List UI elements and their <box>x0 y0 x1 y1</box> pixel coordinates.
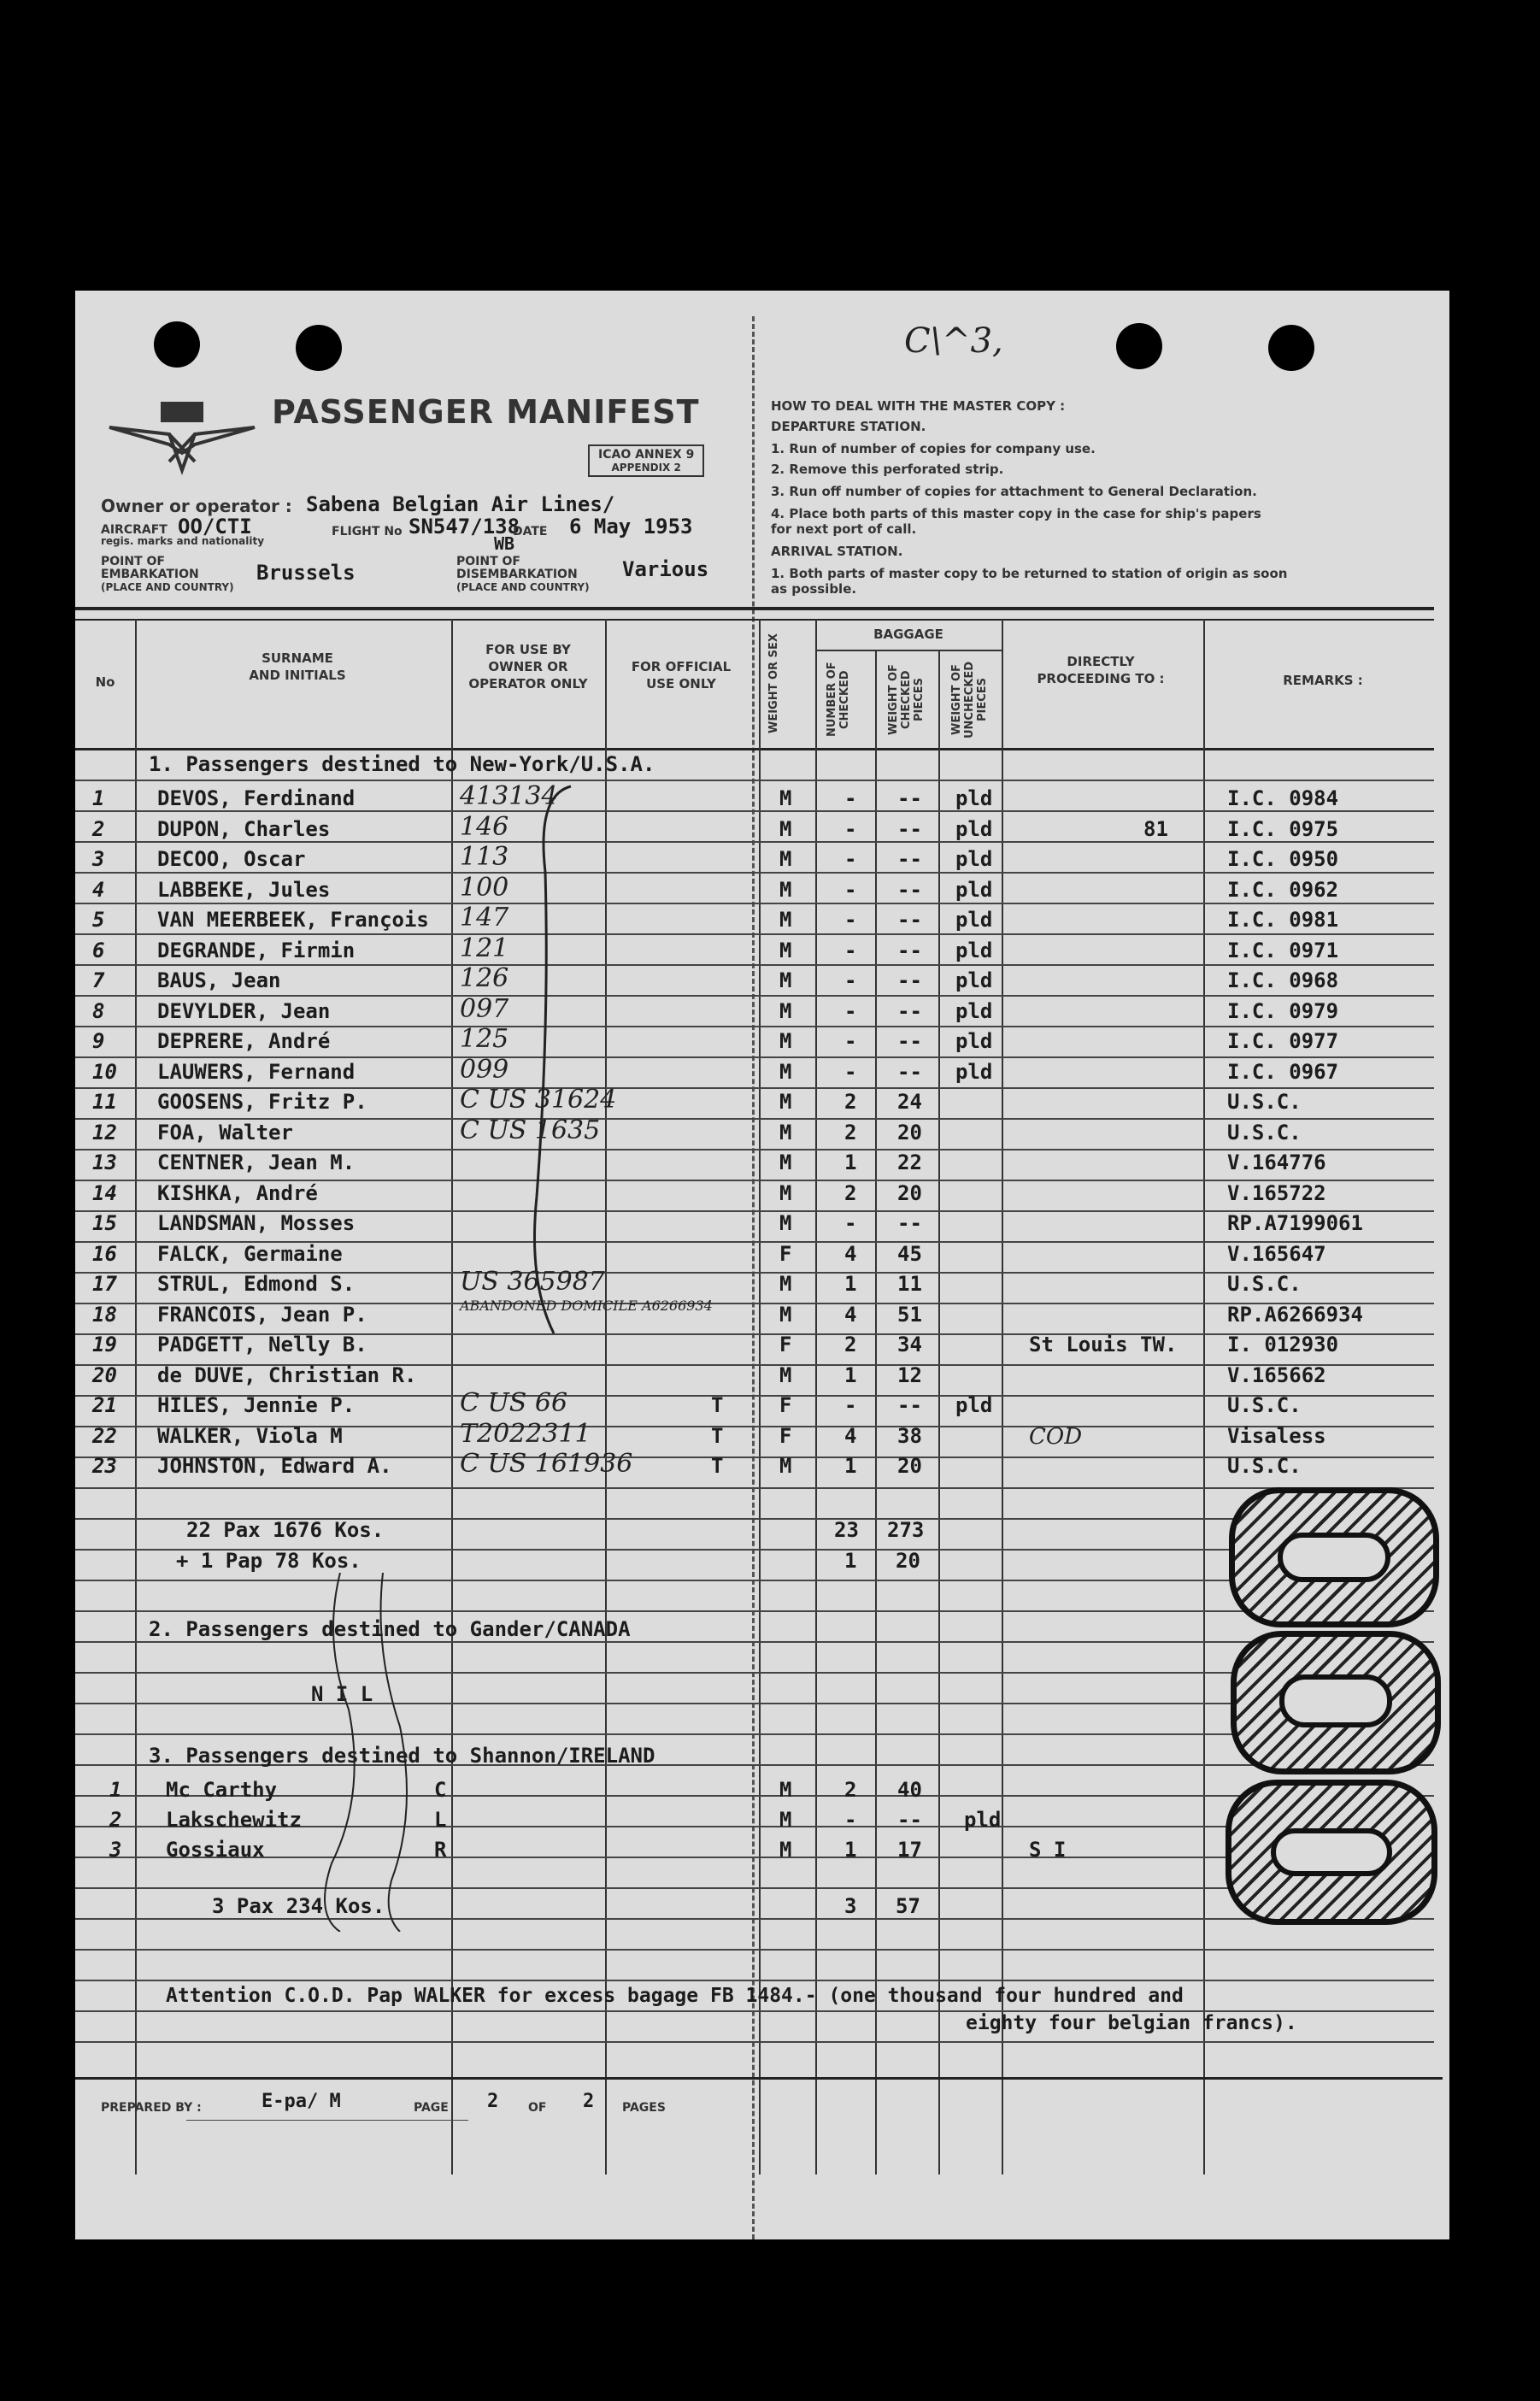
cod-stamp-c <box>1229 1487 1439 1627</box>
destination: S I <box>1029 1838 1067 1862</box>
passenger-name: FOA, Walter <box>157 1120 293 1145</box>
col-remarks: REMARKS : <box>1283 673 1363 688</box>
sex: M <box>779 1150 792 1174</box>
remarks: U.S.C. <box>1227 1272 1302 1296</box>
handwritten-bracket <box>503 769 605 1368</box>
baggage-count: 2 <box>844 1778 857 1802</box>
owner-use-entry: 100 <box>460 872 509 903</box>
embark-value: Brussels <box>256 561 356 585</box>
row-number: 4 <box>92 877 105 902</box>
row-rule <box>75 1487 1434 1489</box>
remarks: I.C. 0977 <box>1227 1029 1339 1053</box>
owner-use-entry: C US 161936 <box>460 1449 633 1479</box>
passenger-name: JOHNSTON, Edward A. <box>157 1454 392 1478</box>
sex: M <box>779 786 792 810</box>
passenger-name: DEGRANDE, Firmin <box>157 938 356 962</box>
remarks: RP.A7199061 <box>1227 1211 1363 1235</box>
col-directly: DIRECTLY PROCEEDING TO : <box>1037 654 1165 686</box>
baggage-weight: -- <box>897 786 922 810</box>
table-row <box>75 781 1449 815</box>
col-number-checked: NUMBER OF CHECKED <box>826 662 851 738</box>
row-number: 18 <box>92 1302 117 1327</box>
baggage-count: - <box>844 998 857 1023</box>
table-row <box>75 1209 1449 1240</box>
sex: F <box>779 1241 792 1266</box>
owner-use-entry: T2022311 <box>460 1418 591 1449</box>
passenger-name: BAUS, Jean <box>157 968 281 992</box>
remarks: I.C. 0981 <box>1227 908 1339 932</box>
passenger-name: GOOSENS, Fritz P. <box>157 1090 367 1114</box>
row-number: 2 <box>92 816 105 841</box>
sex: M <box>779 1059 792 1084</box>
baggage-count: 1 <box>844 1838 857 1862</box>
row-number: 2 <box>109 1808 122 1832</box>
remarks: U.S.C. <box>1227 1454 1302 1478</box>
col-no: No <box>95 674 115 690</box>
date-value: 6 May 1953 <box>569 515 693 538</box>
disembark-label: POINT OF DISEMBARKATION <box>456 555 578 581</box>
baggage-count: 4 <box>844 1302 857 1327</box>
baggage-weight: -- <box>897 908 922 932</box>
baggage-count: 1 <box>844 1362 857 1387</box>
remarks: I.C. 0950 <box>1227 847 1339 871</box>
passenger-name: LANDSMAN, Mosses <box>157 1211 356 1235</box>
sex: F <box>779 1393 792 1417</box>
passenger-name: LABBEKE, Jules <box>157 877 331 902</box>
passenger-name: DEPRERE, André <box>157 1029 331 1053</box>
flight-label: FLIGHT No <box>332 525 403 538</box>
baggage-weight: 20 <box>897 1180 922 1205</box>
baggage-weight: -- <box>897 1029 922 1053</box>
row-number: 12 <box>92 1120 117 1145</box>
baggage-count: 1 <box>844 1150 857 1174</box>
row-number: 23 <box>92 1454 117 1478</box>
remarks: V.165647 <box>1227 1241 1326 1266</box>
row-number: 7 <box>92 968 105 992</box>
unchecked-weight: pld <box>955 908 993 932</box>
owner-use-entry: C US 31624 <box>460 1085 617 1115</box>
col-weight-checked: WEIGHT OF CHECKED PIECES <box>887 664 926 735</box>
passenger-name: WALKER, Viola M <box>157 1423 343 1448</box>
baggage-count: - <box>844 877 857 902</box>
baggage-count: 2 <box>844 1333 857 1356</box>
table-row <box>75 1449 1449 1483</box>
sex: M <box>779 1090 792 1114</box>
baggage-weight: -- <box>897 1808 922 1832</box>
passenger-initial: L <box>434 1808 447 1832</box>
row-rule <box>75 1980 1434 1981</box>
unchecked-weight: pld <box>955 786 993 810</box>
passenger-name: HILES, Jennie P. <box>157 1393 356 1417</box>
sex: M <box>779 1302 792 1327</box>
row-number: 1 <box>109 1778 122 1802</box>
table-row <box>75 993 1449 1028</box>
baggage-weight: -- <box>897 877 922 902</box>
totals-1-line2: + 1 Pap 78 Kos. <box>176 1549 361 1573</box>
destination: St Louis TW. <box>1029 1333 1178 1356</box>
row-number: 13 <box>92 1150 117 1174</box>
row-number: 16 <box>92 1241 117 1266</box>
remarks: I.C. 0968 <box>1227 968 1339 992</box>
sex: M <box>779 908 792 932</box>
unchecked-weight: pld <box>964 1808 1002 1832</box>
unchecked-weight: pld <box>955 938 993 962</box>
passenger-name: Lakschewitz <box>166 1808 302 1832</box>
unchecked-weight: pld <box>955 1029 993 1053</box>
passenger-name: STRUL, Edmond S. <box>157 1272 356 1296</box>
baggage-weight: 34 <box>897 1333 922 1356</box>
sex: F <box>779 1423 792 1448</box>
punch-hole <box>1268 325 1314 371</box>
baggage-count: 4 <box>844 1241 857 1266</box>
flight-value: SN547/138 <box>409 515 520 538</box>
baggage-weight: 17 <box>897 1838 922 1862</box>
table-row <box>75 1362 1449 1392</box>
baggage-count: 4 <box>844 1423 857 1448</box>
page-number: 2 <box>487 2091 499 2112</box>
baggage-count: - <box>844 1393 857 1417</box>
remarks: V.165662 <box>1227 1362 1326 1387</box>
sex: M <box>779 877 792 902</box>
unchecked-weight: pld <box>955 998 993 1023</box>
punch-hole <box>296 325 342 371</box>
owner-use-entry: 113 <box>460 842 509 872</box>
owner-use-entry: 413134 <box>460 781 558 811</box>
col-weight-unchecked: WEIGHT OF UNCHECKED PIECES <box>950 661 989 739</box>
row-number: 11 <box>92 1090 117 1114</box>
passenger-name: LAUWERS, Fernand <box>157 1059 356 1084</box>
passenger-name: CENTNER, Jean M. <box>157 1150 356 1174</box>
destination: COD <box>1029 1423 1083 1450</box>
sex: M <box>779 998 792 1023</box>
sex: M <box>779 1808 792 1832</box>
row-number: 22 <box>92 1423 117 1448</box>
aircraft-label: AIRCRAFT <box>101 523 168 537</box>
unchecked-weight: pld <box>955 968 993 992</box>
cod-stamp-o <box>1231 1631 1441 1774</box>
row-number: 15 <box>92 1211 117 1235</box>
owner-use-entry: 147 <box>460 903 509 933</box>
row-number: 20 <box>92 1362 117 1387</box>
punch-hole <box>154 321 200 368</box>
owner-label: Owner or operator : <box>101 496 292 516</box>
col-baggage: BAGGAGE <box>873 627 943 642</box>
baggage-weight: 24 <box>897 1090 922 1114</box>
table-row <box>75 1418 1449 1453</box>
baggage-weight: -- <box>897 1059 922 1084</box>
passenger-name: KISHKA, André <box>157 1180 318 1205</box>
row-number: 17 <box>92 1272 117 1296</box>
passenger-name: FALCK, Germaine <box>157 1241 343 1266</box>
baggage-weight: -- <box>897 938 922 962</box>
baggage-weight: 40 <box>897 1778 922 1802</box>
tag-mark: T <box>711 1454 724 1478</box>
row-number: 1 <box>92 786 105 810</box>
passenger-name: DECOO, Oscar <box>157 847 306 871</box>
row-number: 5 <box>92 908 105 932</box>
sex: M <box>779 1362 792 1387</box>
nil-text: N I L <box>311 1682 373 1706</box>
passenger-name: Mc Carthy <box>166 1778 278 1802</box>
remarks: RP.A6266934 <box>1227 1302 1363 1327</box>
attention-line-2: eighty four belgian francs). <box>966 2012 1297 2034</box>
baggage-count: - <box>844 1059 857 1084</box>
row-number: 3 <box>92 847 105 871</box>
baggage-weight: 38 <box>897 1423 922 1448</box>
totals-3: 3 Pax 234 Kos. <box>212 1894 385 1918</box>
row-number: 10 <box>92 1059 117 1084</box>
row-number: 9 <box>92 1029 105 1053</box>
table-row <box>75 1115 1449 1150</box>
passenger-name: DEVOS, Ferdinand <box>157 786 356 810</box>
baggage-count: - <box>844 1211 857 1235</box>
baggage-weight: 22 <box>897 1150 922 1174</box>
owner-use-entry: ABANDONED DOMICILE A6266934 <box>460 1297 713 1314</box>
remarks: V.164776 <box>1227 1150 1326 1174</box>
page-title: PASSENGER MANIFEST <box>272 393 700 431</box>
passenger-name: Gossiaux <box>166 1838 265 1862</box>
remarks: V.165722 <box>1227 1180 1326 1205</box>
remarks: Visaless <box>1227 1423 1326 1448</box>
instructions-title: HOW TO DEAL WITH THE MASTER COPY : <box>771 398 1066 414</box>
remarks: I.C. 0971 <box>1227 938 1339 962</box>
unchecked-weight: pld <box>955 847 993 871</box>
section-2-title: 2. Passengers destined to Gander/CANADA <box>149 1617 631 1641</box>
table-row <box>75 842 1449 876</box>
col-owner-use: FOR USE BY OWNER OR OPERATOR ONLY <box>468 642 588 691</box>
owner-use-entry: 097 <box>460 993 509 1024</box>
passenger-initial: R <box>434 1838 447 1862</box>
sex: M <box>779 1778 792 1802</box>
icao-box: ICAO ANNEX 9 APPENDIX 2 <box>588 444 704 477</box>
remarks: U.S.C. <box>1227 1120 1302 1145</box>
sex: M <box>779 1838 792 1862</box>
baggage-count: - <box>844 1029 857 1053</box>
table-row <box>75 1054 1449 1089</box>
col-official-use: FOR OFFICIAL USE ONLY <box>631 659 732 691</box>
row-rule <box>75 1949 1434 1951</box>
owner-use-entry: US 365987 <box>460 1267 605 1297</box>
aircraft-value: OO/CTI <box>178 515 252 538</box>
owner-use-entry: 099 <box>460 1054 509 1085</box>
baggage-weight: 11 <box>897 1272 922 1296</box>
table-row <box>75 1149 1449 1180</box>
destination: 81 <box>1143 816 1168 841</box>
passenger-name: VAN MEERBEEK, François <box>157 908 429 932</box>
remarks: I. 012930 <box>1227 1333 1339 1356</box>
table-row <box>75 1180 1449 1210</box>
row-rule <box>75 780 1434 781</box>
table-row <box>75 1331 1449 1362</box>
baggage-count: 2 <box>844 1120 857 1145</box>
unchecked-weight: pld <box>955 877 993 902</box>
baggage-weight: -- <box>897 1211 922 1235</box>
baggage-weight: 20 <box>897 1120 922 1145</box>
owner-use-entry: 146 <box>460 811 509 842</box>
row-rule <box>75 2041 1434 2043</box>
unchecked-weight: pld <box>955 816 993 841</box>
remarks: I.C. 0967 <box>1227 1059 1339 1084</box>
manifest-sheet: C\^3, PASSENGER MANIFEST ICAO ANNEX 9 APPENDIX 2 Owner or operator : Sabena Belgian Air Lines/ AIRCRAFT regis. marks and nationality OO/CTI FLIGHT No SN547/138 WB DATE 6 May 1953 POINT OF EMBARKATION (PLACE AND COUNTRY) Brussels POINT OF DISEMBARKATION (PLACE AND COUNTRY) Various HOW TO DEAL WITH THE MASTER COPY : DEPARTURE STATION. 1. Run of number of copies for company use. 2. Remove this perforated strip. 3. Run off number of copies for attachment to General Declaration. 4. Place both parts of this master copy in the case for ship's papers for next port of call. ARRIVAL STATION. 1. Both parts of master copy to be returned to station of origin as soon as possible. No SURNAME AND INITIALS FOR USE BY OWNER OR OPERATOR ONLY FOR OFFICIAL USE ONLY WEIGHT OR SEX BAGGAGE NUMBER OF CHECKED WEIGHT OF CHECKED PIECES WEIGHT OF UNCHECKED PIECES DIRECTLY PROCEEDING TO : REMARKS : 1 DEVOS, Ferdinand 413134 M - -- pld I.C. 0984 2 DUPON, Charles 146 M - -- pld 81 I.C. 0975 3 DECOO, Oscar 113 M - -- pld I.C. 0950 4 LABBEKE, Jules 100 M - -- pld I.C. 0962 5 VAN MEERBEEK, François 147 M - -- pld I.C. 0981 6 DEGRANDE, Firmin 121 M - -- pld I.C. 0971 7 BAUS, Jean 126 M - -- pld I.C. 0968 8 DEVYLDER, Jean 097 M - -- pld I.C. 0979 9 DEPRERE, André 125 M - -- pld I.C. 0977 10 LAUWERS, Fernand 099 M - -- pld I.C. 0967 11 GOOSENS, Fritz P. C US 31624 M 2 24 U.S.C. 12 FOA, Walter C US 1635 M 2 20 U.S.C. 13 CENTNER, Jean M. M 1 22 V.164776 14 KISHKA, André M 2 20 V.165722 15 LANDSMAN, Mosses M - -- RP.A7199061 16 FALCK, Germaine F 4 45 V.165647 17 STRUL, Edmond S. US 365987 M 1 11 U.S.C. 18 FRANCOIS, Jean P. ABANDONED DOMICILE A6266934 M 4 51 RP.A6266934 19 PADGETT, Nelly B. F 2 34 St Louis TW. I. 012930 20 de DUVE, Christian R. M 1 12 V.165662 21 HILES, Jennie P. C US 66 T F - -- pld U.S.C. 22 WALKER, Viola M T2022311 T F 4 38 COD Visaless 23 JOHNSTON, Edward A. C US 161936 T M 1 20 U.S.C. 1. Passengers destined to New-York/U.S.A. 22 Pax 1676 Kos. 23 273 + 1 Pap 78 Kos. 1 20 2. Passengers destined to Gander/CANADA N I L 3. Passengers destined to Shannon/IRELAND 1 Mc Carthy C M 2 40 2 Lakschewitz L M - -- pld 3 Gossiaux R M 1 17 S I 3 Pax 234 Kos. 3 57 Attention C.O.D. Pap WALKER for excess bagage FB 1484.- (one thousand four hundred and eighty four belgian francs). PREPARED BY : E-pa/ M PAGE 2 OF 2 PAGES <box>75 291 1449 2239</box>
sex: M <box>779 1272 792 1296</box>
table-row <box>75 1267 1449 1301</box>
baggage-count: 2 <box>844 1090 857 1114</box>
row-number: 3 <box>109 1838 122 1862</box>
prepared-value: E-pa/ M <box>262 2091 341 2112</box>
row-number: 14 <box>92 1180 117 1205</box>
sabena-logo <box>101 393 263 479</box>
sex: M <box>779 816 792 841</box>
remarks: I.C. 0962 <box>1227 877 1339 902</box>
remarks: I.C. 0984 <box>1227 786 1339 810</box>
baggage-count: - <box>844 847 857 871</box>
sex: M <box>779 847 792 871</box>
table-row <box>75 1024 1449 1058</box>
attention-line-1: Attention C.O.D. Pap WALKER for excess bagage FB 1484.- (one thousand four hundred and <box>166 1985 1184 2007</box>
passenger-initial: C <box>434 1778 447 1802</box>
date-label: DATE <box>513 525 548 538</box>
table-row <box>75 903 1449 937</box>
baggage-count: 1 <box>844 1454 857 1478</box>
prepared-label: PREPARED BY : <box>101 2101 202 2115</box>
table-row <box>75 1085 1449 1119</box>
sex: M <box>779 938 792 962</box>
baggage-weight: 51 <box>897 1302 922 1327</box>
tag-mark: T <box>711 1393 724 1417</box>
baggage-count: - <box>844 1808 857 1832</box>
passenger-name: de DUVE, Christian R. <box>157 1362 417 1387</box>
handwritten-mark: C\^3, <box>904 321 1003 361</box>
baggage-count: - <box>844 908 857 932</box>
disembark-value: Various <box>622 557 709 581</box>
sex: M <box>779 1120 792 1145</box>
table-row <box>75 1297 1449 1332</box>
baggage-count: - <box>844 938 857 962</box>
row-number: 21 <box>92 1393 117 1417</box>
table-row <box>75 811 1449 846</box>
baggage-count: - <box>844 786 857 810</box>
handwritten-scribble <box>220 1573 477 1932</box>
owner-value: Sabena Belgian Air Lines/ <box>306 492 615 516</box>
baggage-weight: 20 <box>897 1454 922 1478</box>
tag-mark: T <box>711 1423 724 1448</box>
col-weight-sex: WEIGHT OR SEX <box>767 633 780 734</box>
remarks: I.C. 0975 <box>1227 816 1339 841</box>
baggage-count: - <box>844 816 857 841</box>
baggage-count: 2 <box>844 1180 857 1205</box>
row-number: 19 <box>92 1333 117 1356</box>
sex: M <box>779 1454 792 1478</box>
baggage-weight: 12 <box>897 1362 922 1387</box>
sex: M <box>779 1029 792 1053</box>
table-row <box>75 1388 1449 1422</box>
passenger-name: PADGETT, Nelly B. <box>157 1333 367 1356</box>
sex: M <box>779 968 792 992</box>
remarks: I.C. 0979 <box>1227 998 1339 1023</box>
table-row <box>75 963 1449 997</box>
passenger-name: DUPON, Charles <box>157 816 331 841</box>
unchecked-weight: pld <box>955 1393 993 1417</box>
owner-use-entry: C US 66 <box>460 1388 568 1418</box>
sex: F <box>779 1333 792 1356</box>
passenger-name: FRANCOIS, Jean P. <box>157 1302 367 1327</box>
remarks: U.S.C. <box>1227 1090 1302 1114</box>
punch-hole <box>1116 323 1162 369</box>
sex: M <box>779 1180 792 1205</box>
baggage-weight: -- <box>897 1393 922 1417</box>
row-number: 6 <box>92 938 105 962</box>
owner-use-entry: 125 <box>460 1024 509 1054</box>
baggage-weight: 45 <box>897 1241 922 1266</box>
cod-stamp-d <box>1226 1780 1437 1925</box>
table-row <box>75 1240 1449 1271</box>
owner-use-entry: 126 <box>460 963 509 993</box>
col-surname: SURNAME AND INITIALS <box>249 650 346 683</box>
baggage-weight: -- <box>897 816 922 841</box>
baggage-weight: -- <box>897 847 922 871</box>
owner-use-entry: C US 1635 <box>460 1115 601 1145</box>
embark-label: POINT OF EMBARKATION <box>101 555 199 581</box>
table-row <box>75 933 1449 968</box>
baggage-count: 1 <box>844 1272 857 1296</box>
baggage-weight: -- <box>897 968 922 992</box>
table-row <box>75 872 1449 907</box>
section-3-title: 3. Passengers destined to Shannon/IRELAND <box>149 1744 655 1768</box>
passenger-name: DEVYLDER, Jean <box>157 998 331 1023</box>
baggage-weight: -- <box>897 998 922 1023</box>
row-number: 8 <box>92 998 105 1023</box>
sex: M <box>779 1211 792 1235</box>
section-1-title: 1. Passengers destined to New-York/U.S.A. <box>149 752 655 776</box>
baggage-count: - <box>844 968 857 992</box>
owner-use-entry: 121 <box>460 933 509 963</box>
remarks: U.S.C. <box>1227 1393 1302 1417</box>
totals-1-line1: 22 Pax 1676 Kos. <box>186 1518 385 1542</box>
unchecked-weight: pld <box>955 1059 993 1084</box>
page-total: 2 <box>583 2091 595 2112</box>
